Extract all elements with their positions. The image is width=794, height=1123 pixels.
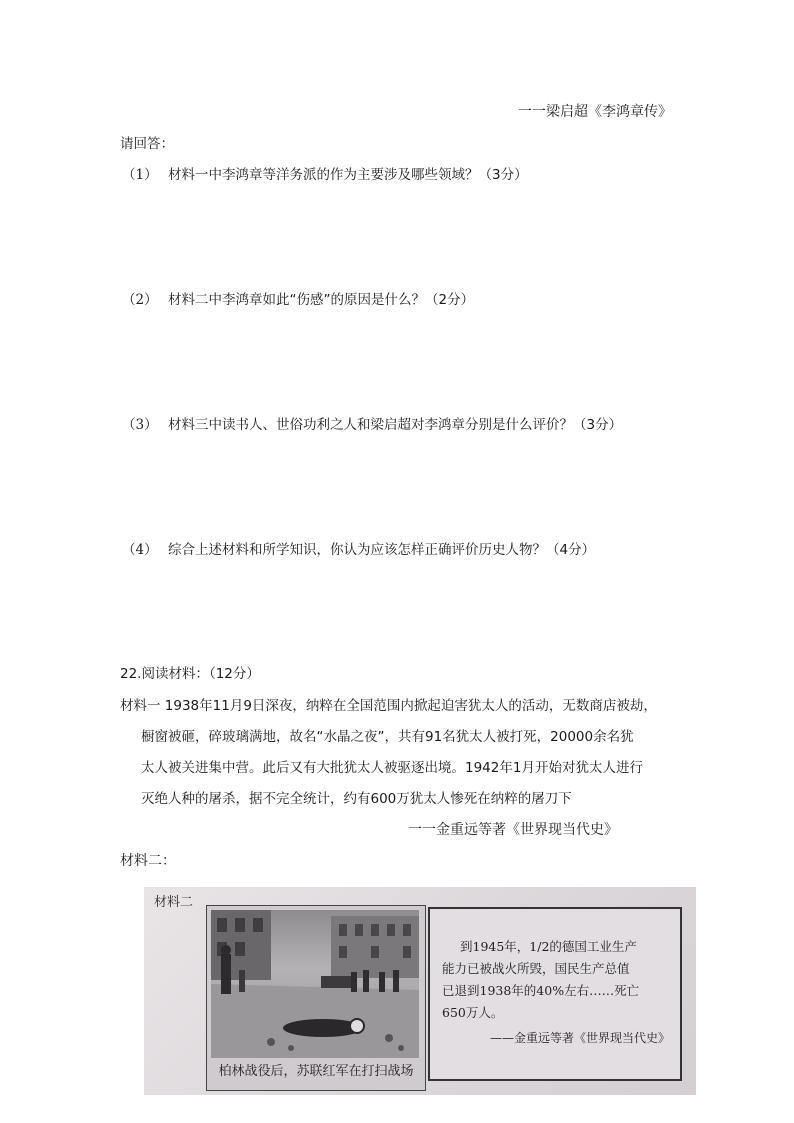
answer-prompt: 请回答：: [120, 136, 174, 152]
material3-attribution: 一一梁启超《李鸿章传》: [518, 104, 672, 120]
question-number: （2）: [122, 292, 158, 308]
photo-caption: 柏林战役后，苏联红军在打扫战场: [218, 1064, 414, 1079]
question-1: [122, 166, 528, 184]
photo-frame: [206, 905, 426, 1091]
question-text: 材料二中李鸿章如此“伤感”的原因是什么？（2分）: [168, 292, 475, 308]
question-2: [122, 291, 474, 309]
battlefield-photo: [211, 910, 419, 1058]
material1-attribution: 一一金重远等著《世界现当代史》: [408, 822, 618, 838]
question-number: （1）: [122, 167, 158, 183]
question-number: （4）: [122, 542, 158, 558]
battlefield-illustration: [211, 910, 419, 1058]
question-text: 材料一中李鸿章等洋务派的作为主要涉及哪些领域？（3分）: [168, 167, 528, 183]
textbox-line: 650万人。: [442, 1005, 504, 1020]
question-3: [122, 416, 622, 434]
material1-line: 橱窗被砸，碎玻璃满地，故名“水晶之夜”，共有91名犹太人被打死，20000余名犹: [141, 729, 634, 745]
material2-label: 材料二：: [120, 853, 176, 869]
question-number: （3）: [122, 417, 158, 433]
textbox-attribution: ——金重远等著《世界现当代史》: [490, 1031, 671, 1045]
textbox-line: 到1945年，1/2的德国工业生产: [460, 939, 637, 954]
material1-line: 材料一 1938年11月9日深夜，纳粹在全国范围内掀起迫害犹太人的活动，无数商店被劫，: [120, 698, 657, 714]
material1-line: 灭绝人种的屠杀，据不完全统计，约有600万犹太人惨死在纳粹的屠刀下: [141, 791, 572, 807]
material2-textbox: [428, 907, 682, 1081]
question-text: 材料三中读书人、世俗功利之人和梁启超对李鸿章分别是什么评价？（3分）: [168, 417, 623, 433]
question-22-heading: 22.阅读材料：（12分）: [120, 666, 260, 682]
textbox-line: 已退到1938年的40%左右……死亡: [442, 983, 640, 998]
material2-scanned-image: [144, 887, 696, 1095]
question-text: 综合上述材料和所学知识，你认为应该怎样正确评价历史人物？（4分）: [168, 542, 596, 558]
textbox-line: 能力已被战火所毁，国民生产总值: [442, 961, 630, 976]
material1-line: 太人被关进集中营。此后又有大批犹太人被驱逐出境。1942年1月开始对犹太人进行: [141, 760, 643, 776]
question-4: [122, 541, 595, 559]
scan-title: 材料二: [154, 895, 194, 910]
